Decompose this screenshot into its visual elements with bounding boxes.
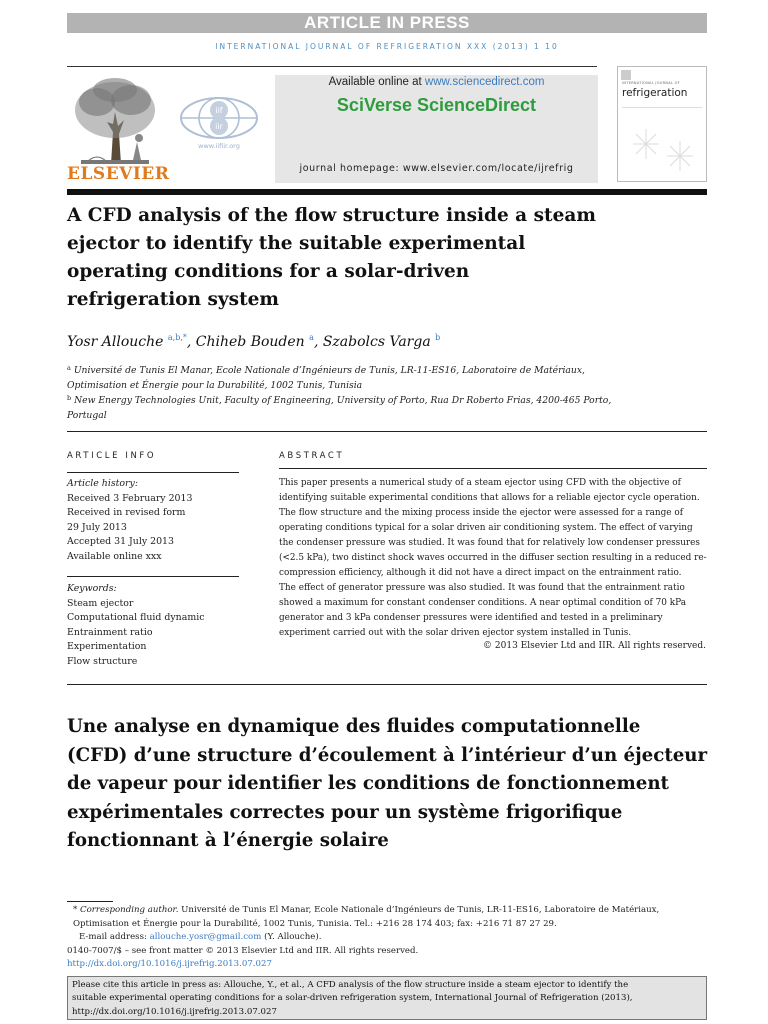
corresponding-author-text: Optimisation et Énergie pour la Durabilité, 1002 Tunis, Tunisia. Tel.: +216 28 174 403; fax: +216 71 87 27 29. <box>73 918 557 929</box>
article-in-press-banner: ARTICLE IN PRESS <box>67 13 707 33</box>
french-title-line: Une analyse en dynamique des fluides computationnelle <box>67 716 641 737</box>
footnotes <box>67 904 707 972</box>
section-rule <box>67 684 707 685</box>
keyword: Experimentation <box>67 641 147 652</box>
abstract-line: operating conditions typical for a solar driven air conditioning system. The effect of varying <box>279 523 693 533</box>
journal-homepage-text[interactable]: journal homepage: www.elsevier.com/locate/ijrefrig <box>299 163 574 174</box>
abstract-body <box>279 476 707 641</box>
affiliation-b <box>67 391 707 423</box>
french-title-line: de vapeur pour identifier les conditions de fonctionnement <box>67 773 669 794</box>
history-item: Accepted 31 July 2013 <box>67 536 174 547</box>
email-label: E-mail address: <box>79 932 150 942</box>
history-label: Article history: <box>67 478 138 489</box>
french-title-line: expérimentales correctes pour un système frigorifique <box>67 801 623 823</box>
svg-text:iif: iif <box>215 106 223 115</box>
abstract-line: compression efficiency, although it did not have a direct impact on the entrainment ratio. <box>279 568 682 578</box>
keywords-rule <box>67 576 239 577</box>
article-info-heading: ARTICLE INFO <box>67 451 157 461</box>
title-line: operating conditions for a solar-driven <box>67 261 470 282</box>
author-name: , Chiheb Bouden <box>186 334 310 350</box>
sciencedirect-link[interactable]: www.sciencedirect.com <box>424 76 545 88</box>
journal-running-header: INTERNATIONAL JOURNAL OF REFRIGERATION XXX (2013) 1 10 <box>215 42 559 51</box>
citation-line: Please cite this article in press as: Allouche, Y., et al., A CFD analysis of the flow structure inside a steam ejector to identify the <box>72 980 629 990</box>
author-name: Yosr Allouche <box>67 334 168 350</box>
footnote-mark: * <box>73 905 81 915</box>
abstract-copyright: © 2013 Elsevier Ltd and IIR. All rights reserved. <box>483 641 706 651</box>
abstract-line: This paper presents a numerical study of a steam ejector using CFD with the objective of <box>279 478 681 488</box>
masthead-top-rule <box>67 66 597 67</box>
french-title <box>67 713 712 856</box>
keyword: Computational fluid dynamic <box>67 612 205 623</box>
cover-journal-label: INTERNATIONAL JOURNAL OF <box>622 81 680 85</box>
abstract-rule <box>279 468 707 469</box>
article-history <box>67 477 239 564</box>
corresponding-author-label: Corresponding author. <box>80 905 179 915</box>
footnote-rule <box>67 901 113 902</box>
issn-line: 0140-7007/$ – see front matter © 2013 Elsevier Ltd and IIR. All rights reserved. <box>67 945 419 956</box>
section-rule <box>67 431 707 432</box>
abstract-heading: ABSTRACT <box>279 451 345 461</box>
abstract-line: showed a maximum for constant condenser conditions. A near optimal condition of 70 kPa <box>279 598 686 608</box>
keyword: Flow structure <box>67 655 138 667</box>
sciverse-sciencedirect-brand: SciVerse ScienceDirect <box>336 95 537 115</box>
article-info-rule <box>67 472 239 473</box>
elsevier-wordmark: ELSEVIER <box>67 164 170 184</box>
abstract-line: the condenser pressure was studied. It was found that for relatively low condenser pressures <box>279 538 700 548</box>
keywords-block <box>67 582 239 669</box>
affiliation-line: Portugal <box>67 410 107 421</box>
author-affiliation-mark[interactable]: a,b,* <box>167 333 187 342</box>
masthead-thick-rule <box>67 189 707 195</box>
author-name: , Szabolcs Varga <box>313 334 436 350</box>
citation-line[interactable]: http://dx.doi.org/10.1016/j.ijrefrig.2013.07.027 <box>72 1006 277 1017</box>
author-list <box>67 333 440 350</box>
sciencedirect-panel <box>275 75 598 183</box>
affiliation-mark: a <box>67 364 71 372</box>
history-item: Available online xxx <box>67 550 162 562</box>
snowflake-pattern-icon <box>626 119 700 177</box>
citation-line: suitable experimental operating conditions for a solar-driven refrigeration system, International Journal of Refrigeration (2013), <box>72 993 633 1004</box>
author-affiliation-mark[interactable]: a <box>309 333 314 342</box>
keywords-label: Keywords: <box>67 583 117 594</box>
affiliation-a <box>67 361 707 393</box>
abstract-line: experiment carried out with the solar driven ejector system installed in Tunis. <box>279 628 632 638</box>
journal-cover-thumbnail <box>617 66 707 182</box>
affiliation-line: Optimisation et Énergie pour la Durabilité, 1002 Tunis, Tunisia <box>67 380 363 391</box>
available-online-text <box>275 76 598 88</box>
abstract-line: The flow structure and the mixing process inside the ejector were assessed for a range of <box>279 508 684 518</box>
masthead <box>67 66 707 186</box>
french-title-line: fonctionnant à l’énergie solaire <box>67 830 389 851</box>
article-title <box>67 202 627 314</box>
abstract-line: (<2.5 kPa), two distinct shock waves occurred in the diffuser section resulting in a reduced re- <box>279 553 707 563</box>
cover-journal-title: refrigeration <box>622 87 688 99</box>
available-prefix: Available online at <box>328 76 425 88</box>
abstract-line: identifying suitable experimental conditions that allows for a reliable ejector cycle operation. <box>279 493 700 503</box>
title-line: refrigeration system <box>67 289 279 310</box>
history-item: Received in revised form <box>67 507 186 518</box>
svg-text:iir: iir <box>215 122 223 131</box>
keyword: Entrainment ratio <box>67 626 153 638</box>
abstract-line: generator and 3 kPa condenser pressures were identified and tested in a preliminary <box>279 613 663 623</box>
email-suffix: (Y. Allouche). <box>261 932 322 942</box>
cover-corner-logo-icon <box>621 70 631 80</box>
iif-url[interactable]: www.iifiir.org <box>198 142 240 150</box>
keyword: Steam ejector <box>67 597 134 609</box>
author-affiliation-mark[interactable]: b <box>435 333 441 342</box>
abstract-line: The effect of generator pressure was also studied. It was found that the entrainment ratio <box>279 583 685 593</box>
title-line: ejector to identify the suitable experimental <box>67 233 526 254</box>
citation-box <box>67 976 707 1020</box>
history-item: Received 3 February 2013 <box>67 492 193 504</box>
affiliation-mark: b <box>67 394 72 402</box>
cover-divider <box>622 107 702 108</box>
doi-link[interactable]: http://dx.doi.org/10.1016/j.ijrefrig.2013.07.027 <box>67 959 272 969</box>
french-title-line: (CFD) d’une structure d’écoulement à l’intérieur d’un éjecteur <box>67 744 708 766</box>
history-item: 29 July 2013 <box>67 521 127 533</box>
email-link[interactable]: allouche.yosr@gmail.com <box>149 932 262 942</box>
affiliation-line: Université de Tunis El Manar, Ecole Nationale d’Ingénieurs de Tunis, LR-11-ES16, Laboratoire de Matériaux, <box>73 365 585 376</box>
corresponding-author-text: Université de Tunis El Manar, Ecole Nationale d’Ingénieurs de Tunis, LR-11-ES16, Laboratoire de Matériaux, <box>178 905 660 915</box>
title-line: A CFD analysis of the flow structure inside a steam <box>67 205 596 226</box>
affiliation-line: New Energy Technologies Unit, Faculty of Engineering, University of Porto, Rua Dr Roberto Frias, 4200-465 Porto, <box>74 395 612 406</box>
